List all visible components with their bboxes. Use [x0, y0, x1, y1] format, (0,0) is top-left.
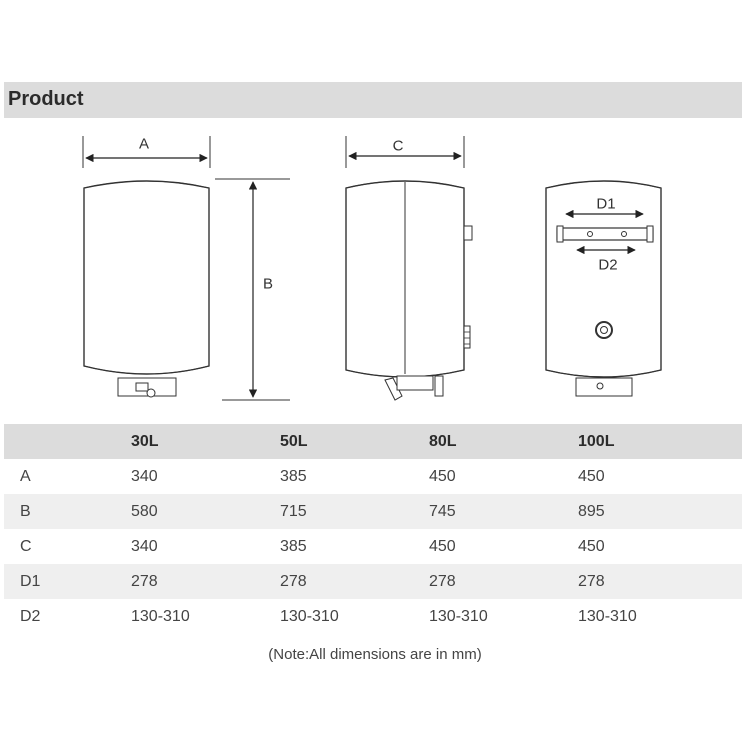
row-label: D2 — [20, 607, 41, 625]
table-row — [4, 494, 742, 529]
label-d2: D2 — [598, 256, 618, 274]
label-a: A — [138, 135, 150, 153]
table-cell: 340 — [131, 467, 158, 485]
table-cell: 278 — [131, 572, 158, 590]
row-label: B — [20, 502, 31, 520]
table-cell: 895 — [578, 502, 605, 520]
column-header — [4, 424, 131, 459]
front-view — [83, 136, 210, 397]
table-cell: 450 — [578, 537, 605, 555]
column-header: 30L — [131, 432, 159, 450]
column-header: 100L — [578, 432, 615, 450]
table-cell: 130-310 — [131, 607, 190, 625]
row-label: D1 — [20, 572, 41, 590]
row-label: C — [20, 537, 32, 555]
table-cell: 450 — [429, 467, 456, 485]
table-row — [4, 529, 742, 564]
label-d1: D1 — [596, 195, 616, 213]
table-cell: 385 — [280, 467, 307, 485]
table-cell: 580 — [131, 502, 158, 520]
table-cell: 450 — [429, 537, 456, 555]
label-b: B — [262, 275, 274, 293]
table-cell: 278 — [280, 572, 307, 590]
dimension-note: (Note:All dimensions are in mm) — [268, 646, 482, 663]
table-cell: 715 — [280, 502, 307, 520]
back-view — [546, 181, 661, 396]
table-cell: 130-310 — [429, 607, 488, 625]
dimension-table — [4, 424, 742, 634]
section-title: Product — [8, 88, 84, 110]
table-cell: 130-310 — [578, 607, 637, 625]
row-label: A — [20, 467, 31, 485]
table-cell: 340 — [131, 537, 158, 555]
column-header: 50L — [280, 432, 308, 450]
section-header — [4, 82, 742, 118]
table-cell: 130-310 — [280, 607, 339, 625]
table-cell: 385 — [280, 537, 307, 555]
mounting-bracket — [557, 228, 653, 240]
table-cell: 745 — [429, 502, 456, 520]
dimension-svg — [0, 118, 750, 418]
label-c: C — [392, 137, 404, 155]
product-dimension-drawing — [0, 118, 750, 418]
side-view — [346, 136, 472, 400]
table-row — [4, 459, 742, 494]
table-row — [4, 564, 742, 599]
column-header: 80L — [429, 432, 457, 450]
table-cell: 450 — [578, 467, 605, 485]
table-header-row — [4, 424, 742, 459]
table-cell: 278 — [429, 572, 456, 590]
table-row — [4, 599, 742, 634]
dimension-b — [215, 179, 290, 400]
table-cell: 278 — [578, 572, 605, 590]
